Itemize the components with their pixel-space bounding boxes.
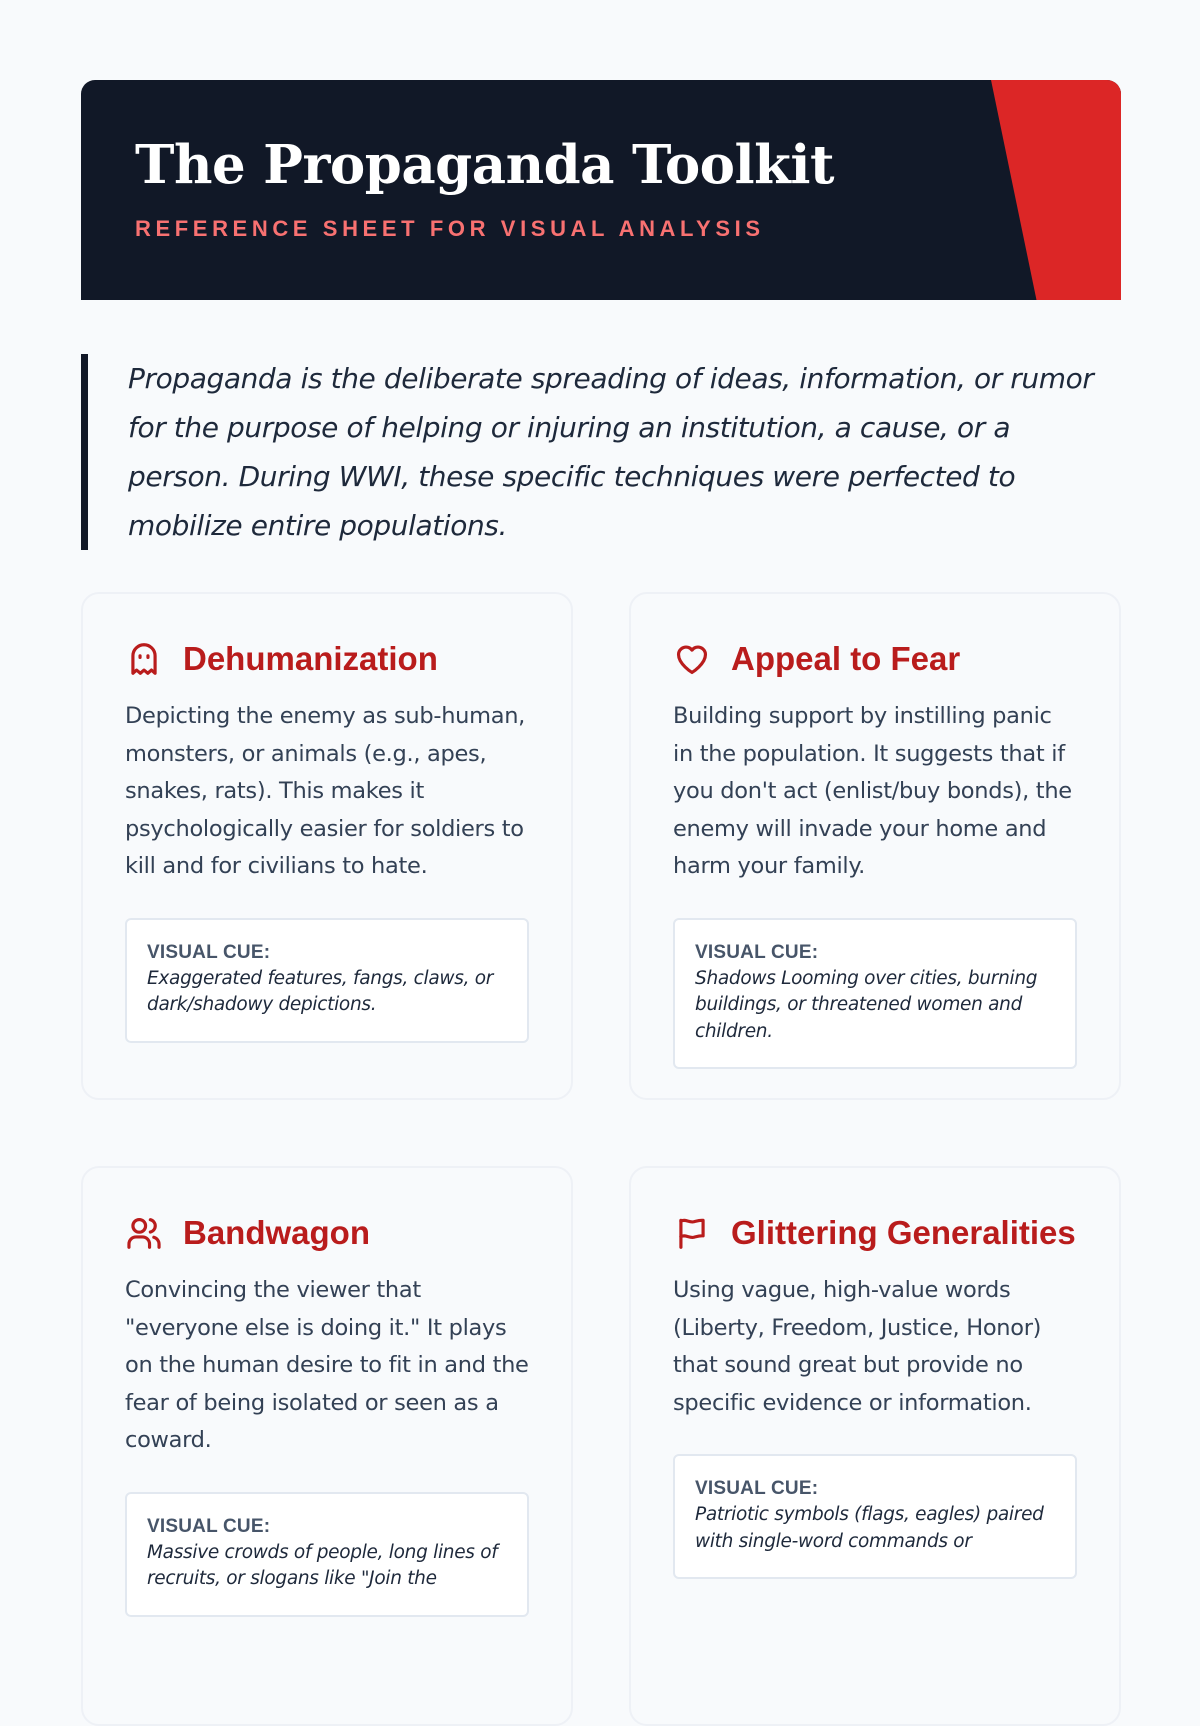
visual-cue-text: Patriotic symbols (flags, eagles) paired with single-word commands or: [695, 1504, 1044, 1552]
flag-icon: [673, 1214, 711, 1252]
technique-card-bandwagon: [81, 1166, 573, 1726]
card-title: Appeal to Fear: [731, 640, 961, 677]
visual-cue-label: VISUAL CUE:: [695, 1478, 819, 1499]
header-accent-stripe: [991, 80, 1121, 300]
visual-cue-box: [673, 1454, 1077, 1579]
page-title: The Propaganda Toolkit: [135, 134, 834, 196]
intro-quote: [81, 354, 1121, 550]
header-banner: [81, 80, 1121, 300]
page: [81, 80, 1121, 1589]
card-header: [673, 1210, 1077, 1256]
card-header: [673, 636, 1077, 682]
card-title: Glittering Generalities: [731, 1214, 1076, 1251]
card-description: Building support by instilling panic in the population. It suggests that if you don't act (enlist/buy bonds), the enemy will invade your home and harm your family.: [673, 703, 1072, 879]
heart-icon: [673, 640, 711, 678]
visual-cue-label: VISUAL CUE:: [147, 1515, 271, 1537]
visual-cue-box: [125, 918, 529, 1043]
card-header: [125, 1210, 529, 1256]
card-title: Bandwagon: [183, 1214, 370, 1251]
card-description: Using vague, high-value words (Liberty, Freedom, Justice, Honor) that sound great but provide no specific evidence or information.: [673, 1277, 1042, 1416]
technique-card-glittering-generalities: [629, 1166, 1121, 1726]
card-description: Depicting the enemy as sub-human, monsters, or animals (e.g., apes, snakes, rats). This makes it psychologically easier for soldiers to kill and for civilians to hate.: [125, 703, 526, 879]
visual-cue-label: VISUAL CUE:: [147, 941, 271, 963]
card-header: [125, 636, 529, 682]
visual-cue-text: Exaggerated features, fangs, claws, or dark/shadowy depictions.: [147, 967, 494, 1015]
visual-cue-text: Massive crowds of people, long lines of recruits, or slogans like "Join the: [147, 1541, 498, 1589]
visual-cue-box: [673, 918, 1077, 1070]
users-icon: [125, 1214, 163, 1252]
intro-text: Propaganda is the deliberate spreading of ideas, information, or rumor for the purpose of helping or injuring an institution, a cause, or a person. During WWI, these specific techniques were perfected to mobilize entire populations.: [128, 362, 1094, 542]
technique-card-appeal-to-fear: [629, 592, 1121, 1100]
card-title: Dehumanization: [183, 640, 438, 677]
visual-cue-label: VISUAL CUE:: [695, 941, 819, 963]
page-subtitle: REFERENCE SHEET FOR VISUAL ANALYSIS: [135, 216, 765, 241]
technique-card-dehumanization: [81, 592, 573, 1100]
ghost-icon: [125, 640, 163, 678]
card-description: Convincing the viewer that "everyone else is doing it." It plays on the human desire to fit in and the fear of being isolated or seen as a coward.: [125, 1277, 529, 1453]
visual-cue-box: [125, 1492, 529, 1617]
visual-cue-text: Shadows Looming over cities, burning buildings, or threatened women and children.: [695, 967, 1038, 1042]
